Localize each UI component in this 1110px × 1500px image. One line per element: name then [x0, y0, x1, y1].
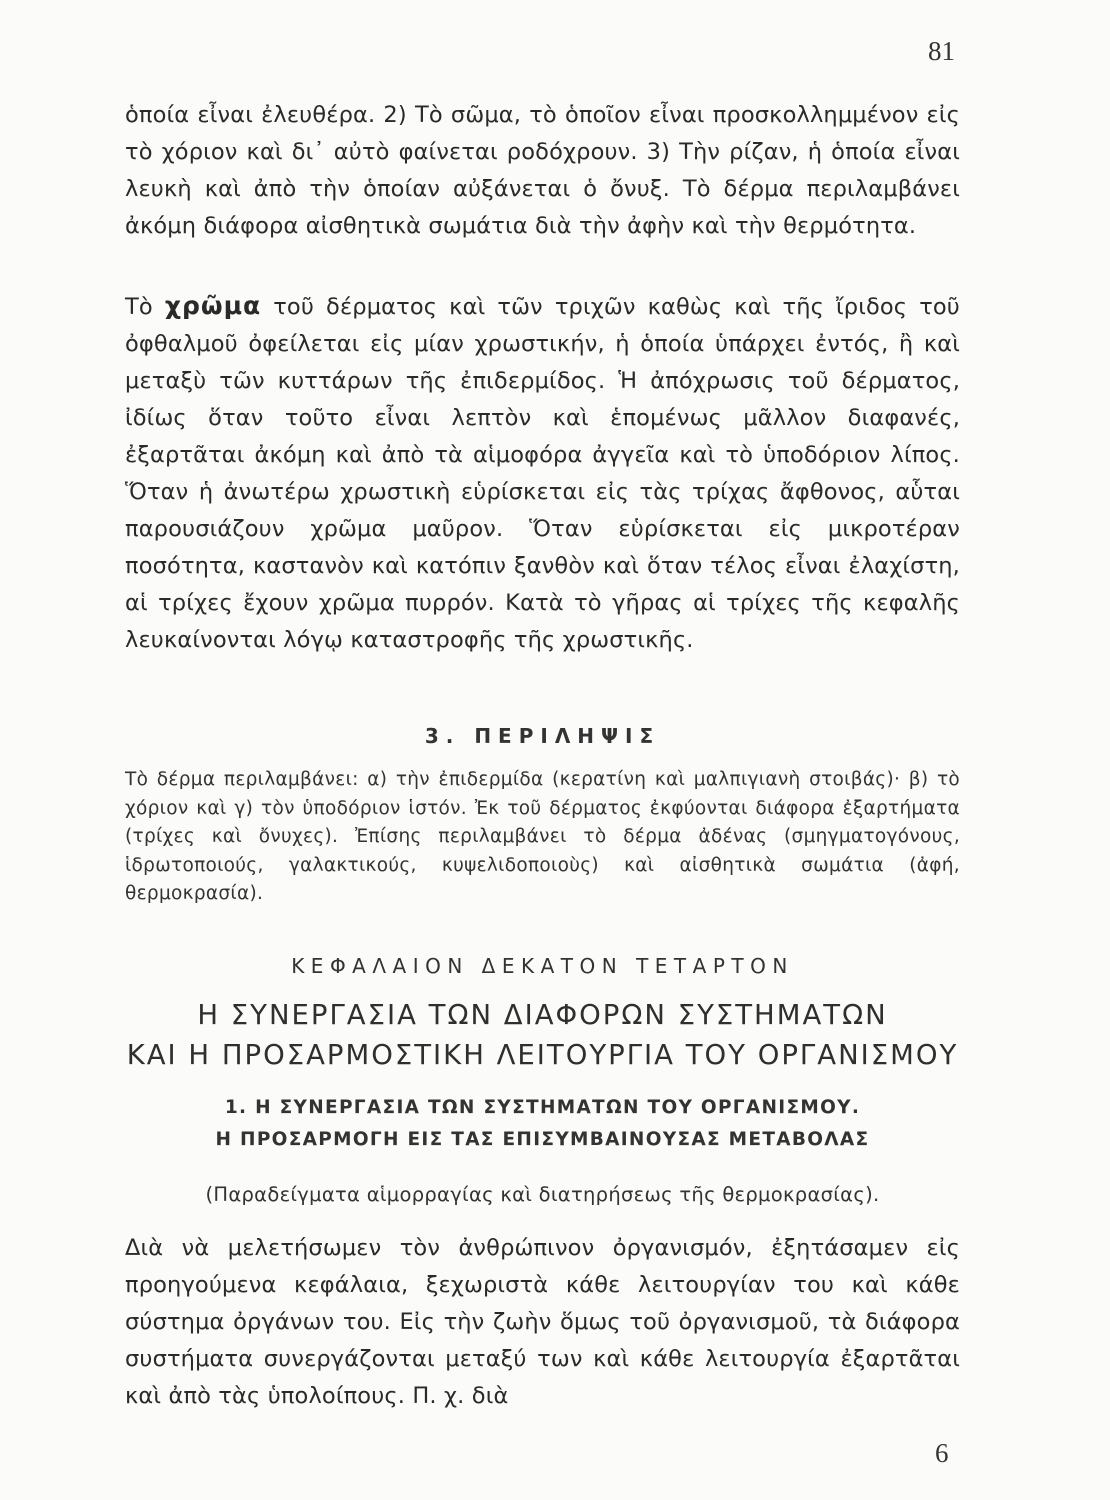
summary-heading: 3. ΠΕΡΙΛΗΨΙΣ — [424, 724, 661, 748]
paragraph-organism-cooperation: Διὰ νὰ μελετήσωμεν τὸν ἀνθρώπινον ὀργανισμόν, ἐξητάσαμεν εἰς προηγούμενα κεφάλαια, ξεχωριστὰ κάθε λειτουργίαν του καὶ κάθε σύστημα ὀργάνων του. Εἰς τὴν ζωὴν ὅμως τοῦ ὀργανισμοῦ, τὰ διάφορα συστήματα συνεργάζονται μεταξύ των καὶ κάθε λειτουργία ἐξαρτᾶται καὶ ἀπὸ τὰς ὑπολοίπους. Π. χ. διὰ — [125, 1235, 960, 1409]
signature-number: 6 — [935, 1438, 949, 1468]
section-title-line-2: Η ΠΡΟΣΑΡΜΟΓΗ ΕΙΣ ΤΑΣ ΕΠΙΣΥΜΒΑΙΝΟΥΣΑΣ ΜΕΤΑΒΟΛΑΣ — [215, 1129, 870, 1150]
chapter-title-line-2: ΚΑΙ Η ΠΡΟΣΑΡΜΟΣΤΙΚΗ ΛΕΙΤΟΥΡΓΙΑ ΤΟΥ ΟΡΓΑΝΙΣΜΟΥ — [126, 1039, 959, 1071]
paragraph-skin-color — [125, 287, 960, 659]
page-number: 81 — [928, 36, 955, 66]
chapter-title — [125, 995, 960, 1075]
paragraph-lead: Τὸ — [125, 294, 153, 320]
section-title — [125, 1092, 960, 1156]
chapter-title-line-1: Η ΣΥΝΕΡΓΑΣΙΑ ΤΩΝ ΔΙΑΦΟΡΩΝ ΣΥΣΤΗΜΑΤΩΝ — [197, 999, 888, 1031]
emphasis-term: χρῶμα — [164, 291, 262, 320]
chapter-label: ΚΕΦΑΛΑΙΟΝ ΔΕΚΑΤΟΝ ΤΕΤΑΡΤΟΝ — [291, 954, 794, 978]
paragraph-body: τοῦ δέρματος καὶ τῶν τριχῶν καθὼς καὶ τῆς ἴριδος τοῦ ὀφθαλμοῦ ὀφείλεται εἰς μίαν χρωστικήν, ἡ ὁποία ὑπάρχει ἐντός, ἢ καὶ μεταξὺ τῶν κυττάρων τῆς ἐπιδερμίδος. Ἡ ἀπόχρωσις τοῦ δέρματος, ἰδίως ὅταν τοῦτο εἶναι λεπτὸν καὶ ἑπομένως μᾶλλον διαφανές, ἐξαρτᾶται ἀκόμη καὶ ἀπὸ τὰ αἱμοφόρα ἀγγεῖα καὶ τὸ ὑποδόριον λίπος. Ὅταν ἡ ἀνωτέρω χρωστικὴ εὑρίσκεται εἰς τὰς τρίχας ἄφθονος, αὗται παρουσιάζουν χρῶμα μαῦρον. Ὅταν εὑρίσκεται εἰς μικροτέραν ποσότητα, καστανὸν καὶ κατόπιν ξανθὸν καὶ ὅταν τέλος εἶναι ἐλαχίστη, αἱ τρίχες ἔχουν χρῶμα πυρρόν. Κατὰ τὸ γῆρας αἱ τρίχες τῆς κεφαλῆς λευκαίνονται λόγῳ καταστροφῆς τῆς χρωστικῆς. — [125, 294, 960, 653]
examples-note: (Παραδείγματα αἱμορραγίας καὶ διατηρήσεως τῆς θερμοκρασίας). — [205, 1183, 880, 1206]
summary-text: Τὸ δέρμα περιλαμβάνει: α) τὴν ἐπιδερμίδα (κερατίνη καὶ μαλπιγιανὴ στοιβάς)· β) τὸ χόριον καὶ γ) τὸν ὑποδόριον ἱστόν. Ἐκ τοῦ δέρματος ἐκφύονται διάφορα ἐξαρτήματα (τρίχες καὶ ὄνυχες). Ἐπίσης περιλαμβάνει τὸ δέρμα ἀδένας (σμηγματογόνους, ἱδρωτοποιούς, γαλακτικούς, κυψελιδοποιοὺς) καὶ αἰσθητικὰ σωμάτια (ἀφή, θερμοκρασία). — [125, 769, 960, 904]
section-title-line-1: 1. Η ΣΥΝΕΡΓΑΣΙΑ ΤΩΝ ΣΥΣΤΗΜΑΤΩΝ ΤΟΥ ΟΡΓΑΝΙΣΜΟΥ. — [224, 1097, 861, 1118]
paragraph-nail-parts: ὁποία εἶναι ἐλευθέρα. 2) Τὸ σῶμα, τὸ ὁποῖον εἶναι προσκολλημμένον εἰς τὸ χόριον καὶ δι᾽ αὐτὸ φαίνεται ροδόχρουν. 3) Τὴν ρίζαν, ἡ ὁποία εἶναι λευκὴ καὶ ἀπὸ τὴν ὁποίαν αὐξάνεται ὁ ὄνυξ. Τὸ δέρμα περιλαμβάνει ἀκόμη διάφορα αἰσθητικὰ σωμάτια διὰ τὴν ἀφὴν καὶ τὴν θερμότητα. — [125, 102, 960, 239]
